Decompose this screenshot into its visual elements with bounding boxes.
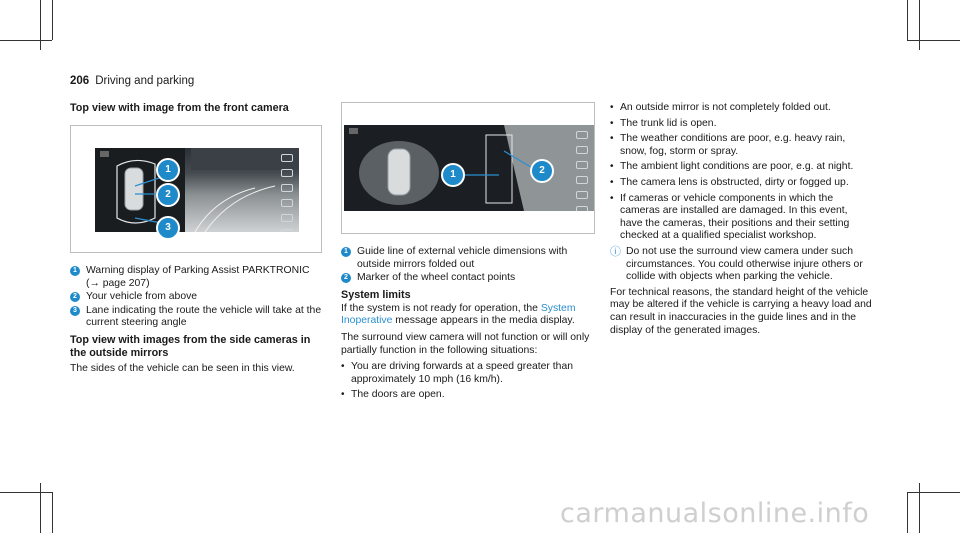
paragraph-text: If the system is not ready for operation, the xyxy=(341,302,541,314)
crop-mark xyxy=(0,492,52,493)
list-item xyxy=(610,193,872,243)
camera-icon xyxy=(576,191,588,199)
note xyxy=(610,246,872,284)
camera-icon xyxy=(281,229,293,232)
list-item xyxy=(341,361,595,386)
list-item xyxy=(610,161,872,174)
crop-mark xyxy=(0,40,52,41)
technical-paragraph: For technical reasons, the standard height of the vehicle may be altered if the vehicle is carrying a heavy load and can result in inaccuracies in the guide lines and in the display of the generated images. xyxy=(610,286,872,336)
crop-mark xyxy=(907,40,960,41)
bullet-icon: • xyxy=(610,176,614,188)
list-item xyxy=(610,133,872,158)
camera-icon xyxy=(281,214,293,222)
legend-item xyxy=(70,265,322,290)
callout-3: 3 xyxy=(156,216,180,240)
front-camera-image xyxy=(95,148,299,232)
legend-text: Lane indicating the route the vehicle will take at the current steering angle xyxy=(86,304,322,329)
list-item-text: The ambient light conditions are poor, e.g. at night. xyxy=(620,161,854,173)
crop-mark xyxy=(52,492,53,533)
bullet-icon: • xyxy=(610,192,614,204)
camera-icon xyxy=(576,131,588,139)
crop-mark xyxy=(40,0,41,50)
list-item-text: The doors are open. xyxy=(351,389,445,401)
crop-mark xyxy=(907,0,908,40)
legend-item xyxy=(70,305,322,330)
bullet-icon: • xyxy=(341,389,345,401)
page-header xyxy=(70,75,194,87)
bullet-icon: • xyxy=(610,161,614,173)
paragraph-text: message appears in the media display. xyxy=(392,315,575,327)
figure-side-cameras xyxy=(341,102,595,234)
crop-mark xyxy=(52,0,53,40)
camera-screen xyxy=(344,125,594,211)
page-number: 206 xyxy=(70,75,90,87)
legend-number: 3 xyxy=(70,306,80,316)
legend-number: 2 xyxy=(341,273,351,283)
section-title: Driving and parking xyxy=(95,75,195,87)
legend-text: Marker of the wheel contact points xyxy=(357,272,516,284)
legend-text: Your vehicle from above xyxy=(86,291,198,303)
system-inoperative-message: System Inoperative xyxy=(341,302,576,327)
column-3 xyxy=(610,102,872,341)
legend-item xyxy=(70,291,322,304)
callout-1: 1 xyxy=(441,163,465,187)
list-item xyxy=(610,118,872,131)
camera-icon xyxy=(281,199,293,207)
legend-text: Guide line of external vehicle dimensions with outside mirrors folded out xyxy=(357,246,568,270)
list-item-text: If cameras or vehicle components in which the cameras are installed are damaged. In this event, have the cameras, their positions and their setting checked at a qualified specialist workshop. xyxy=(620,192,850,242)
side-icons xyxy=(576,131,588,211)
column-1 xyxy=(70,102,322,380)
heading-front-camera: Top view with image from the front camera xyxy=(70,102,289,114)
camera-icon xyxy=(576,176,588,184)
watermark: carmanualsonline.info xyxy=(560,498,870,529)
note-text: Do not use the surround view camera under such circumstances. You could otherwise injure others or collide with objects when parking the vehicle. xyxy=(626,245,863,283)
camera-screen xyxy=(95,148,299,232)
heading-side-cameras: Top view with images from the side cameras in the outside mirrors xyxy=(70,333,311,359)
bullet-icon: • xyxy=(610,102,614,113)
legend-number: 2 xyxy=(70,292,80,302)
camera-icon xyxy=(576,161,588,169)
legend-number: 1 xyxy=(341,247,351,257)
list-item xyxy=(610,177,872,190)
callout-2: 2 xyxy=(156,183,180,207)
list-item-text: The camera lens is obstructed, dirty or fogged up. xyxy=(620,176,849,188)
crop-mark xyxy=(40,483,41,533)
list-item xyxy=(341,389,595,402)
crop-mark xyxy=(907,492,960,493)
side-icons xyxy=(281,154,293,232)
crop-mark xyxy=(919,0,920,50)
crop-mark xyxy=(919,483,920,533)
camera-icon xyxy=(576,206,588,211)
limits-paragraph: The surround view camera will not function or will only partially function in the following situations: xyxy=(341,331,590,356)
bullet-icon: • xyxy=(341,361,345,373)
crop-mark xyxy=(907,492,908,533)
callout-1: 1 xyxy=(156,158,180,182)
column-2 xyxy=(341,102,595,405)
camera-icon xyxy=(281,169,293,177)
camera-icon xyxy=(281,154,293,162)
list-item-text: An outside mirror is not completely folded out. xyxy=(620,102,831,113)
legend-number: 1 xyxy=(70,266,80,276)
camera-icon xyxy=(576,146,588,154)
side-camera-image xyxy=(344,125,594,211)
list-item-text: You are driving forwards at a speed greater than approximately 10 mph (16 km/h). xyxy=(351,361,573,385)
figure-front-camera xyxy=(70,125,322,253)
heading-system-limits: System limits xyxy=(341,288,411,301)
info-icon: ⓘ xyxy=(610,245,621,258)
bullet-icon: • xyxy=(610,133,614,145)
camera-icon xyxy=(281,184,293,192)
list-item xyxy=(610,102,872,115)
callout-2: 2 xyxy=(530,159,554,183)
bullet-icon: • xyxy=(610,117,614,129)
legend-text: Warning display of Parking Assist PARKTRONIC (→ page 207) xyxy=(86,265,310,289)
system-inoperative-paragraph xyxy=(341,303,595,328)
list-item-text: The weather conditions are poor, e.g. heavy rain, snow, fog, storm or spray. xyxy=(620,133,846,157)
legend-item xyxy=(341,272,595,285)
list-item-text: The trunk lid is open. xyxy=(620,117,717,129)
side-view-paragraph: The sides of the vehicle can be seen in this view. xyxy=(70,362,295,374)
legend-item xyxy=(341,246,595,271)
